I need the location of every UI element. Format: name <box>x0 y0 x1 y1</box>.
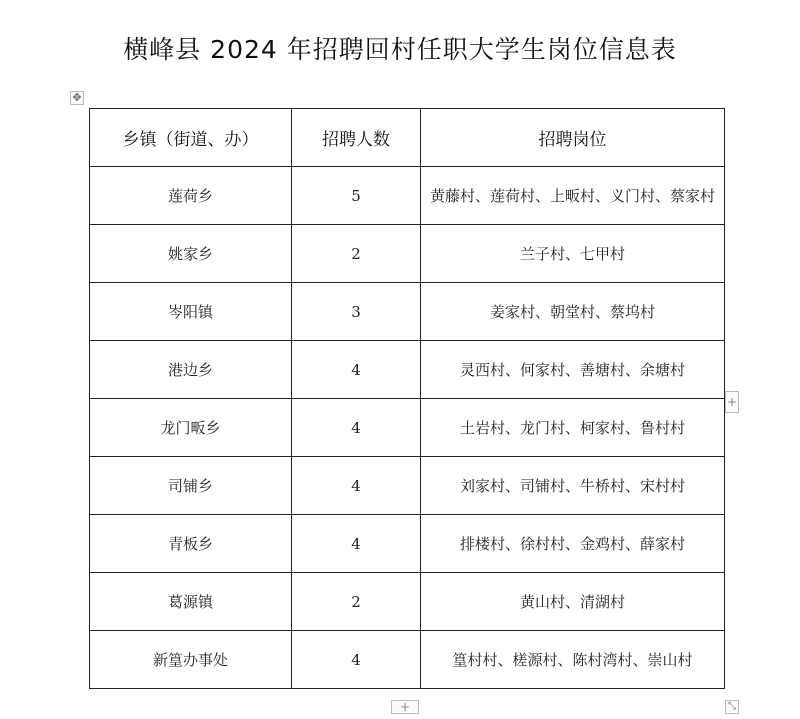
table-row <box>90 573 725 631</box>
cell-positions[interactable]: 土岩村、龙门村、柯家村、鲁村村 <box>421 399 725 457</box>
cell-count[interactable]: 4 <box>292 341 421 399</box>
cell-positions[interactable]: 兰子村、七甲村 <box>421 225 725 283</box>
cell-township[interactable]: 葛源镇 <box>90 573 292 631</box>
table-row <box>90 515 725 573</box>
cell-township[interactable]: 莲荷乡 <box>90 167 292 225</box>
table-row <box>90 457 725 515</box>
cell-township[interactable]: 新篁办事处 <box>90 631 292 689</box>
cell-township[interactable]: 岑阳镇 <box>90 283 292 341</box>
add-column-button[interactable]: + <box>725 391 739 413</box>
cell-positions[interactable]: 刘家村、司铺村、牛桥村、宋村村 <box>421 457 725 515</box>
cell-township[interactable]: 青板乡 <box>90 515 292 573</box>
header-count: 招聘人数 <box>292 109 421 167</box>
cell-count[interactable]: 4 <box>292 399 421 457</box>
cell-positions[interactable]: 黄山村、清湖村 <box>421 573 725 631</box>
cell-count[interactable]: 2 <box>292 573 421 631</box>
table-header-row <box>90 109 725 167</box>
job-table <box>89 108 725 689</box>
cell-count[interactable]: 4 <box>292 515 421 573</box>
cell-count[interactable]: 2 <box>292 225 421 283</box>
cell-township[interactable]: 港边乡 <box>90 341 292 399</box>
table-row <box>90 631 725 689</box>
cell-positions[interactable]: 篁村村、槎源村、陈村湾村、崇山村 <box>421 631 725 689</box>
table-row <box>90 341 725 399</box>
cell-positions[interactable]: 姜家村、朝堂村、蔡坞村 <box>421 283 725 341</box>
cell-township[interactable]: 姚家乡 <box>90 225 292 283</box>
cell-count[interactable]: 3 <box>292 283 421 341</box>
page-title: 横峰县 2024 年招聘回村任职大学生岗位信息表 <box>123 35 677 64</box>
add-row-button[interactable]: + <box>391 700 419 714</box>
header-township: 乡镇（街道、办） <box>90 109 292 167</box>
cell-positions[interactable]: 排楼村、徐村村、金鸡村、薛家村 <box>421 515 725 573</box>
table-resize-handle-icon[interactable]: ⤡ <box>725 700 739 714</box>
cell-positions[interactable]: 灵西村、何家村、善塘村、余塘村 <box>421 341 725 399</box>
table-row <box>90 399 725 457</box>
table-row <box>90 167 725 225</box>
table-row <box>90 225 725 283</box>
cell-positions[interactable]: 黄藤村、莲荷村、上畈村、义门村、蔡家村 <box>421 167 725 225</box>
header-positions: 招聘岗位 <box>421 109 725 167</box>
cell-township[interactable]: 司铺乡 <box>90 457 292 515</box>
cell-township[interactable]: 龙门畈乡 <box>90 399 292 457</box>
table-move-handle-icon[interactable]: ✥ <box>70 91 84 105</box>
cell-count[interactable]: 4 <box>292 457 421 515</box>
cell-count[interactable]: 5 <box>292 167 421 225</box>
cell-count[interactable]: 4 <box>292 631 421 689</box>
table-row <box>90 283 725 341</box>
